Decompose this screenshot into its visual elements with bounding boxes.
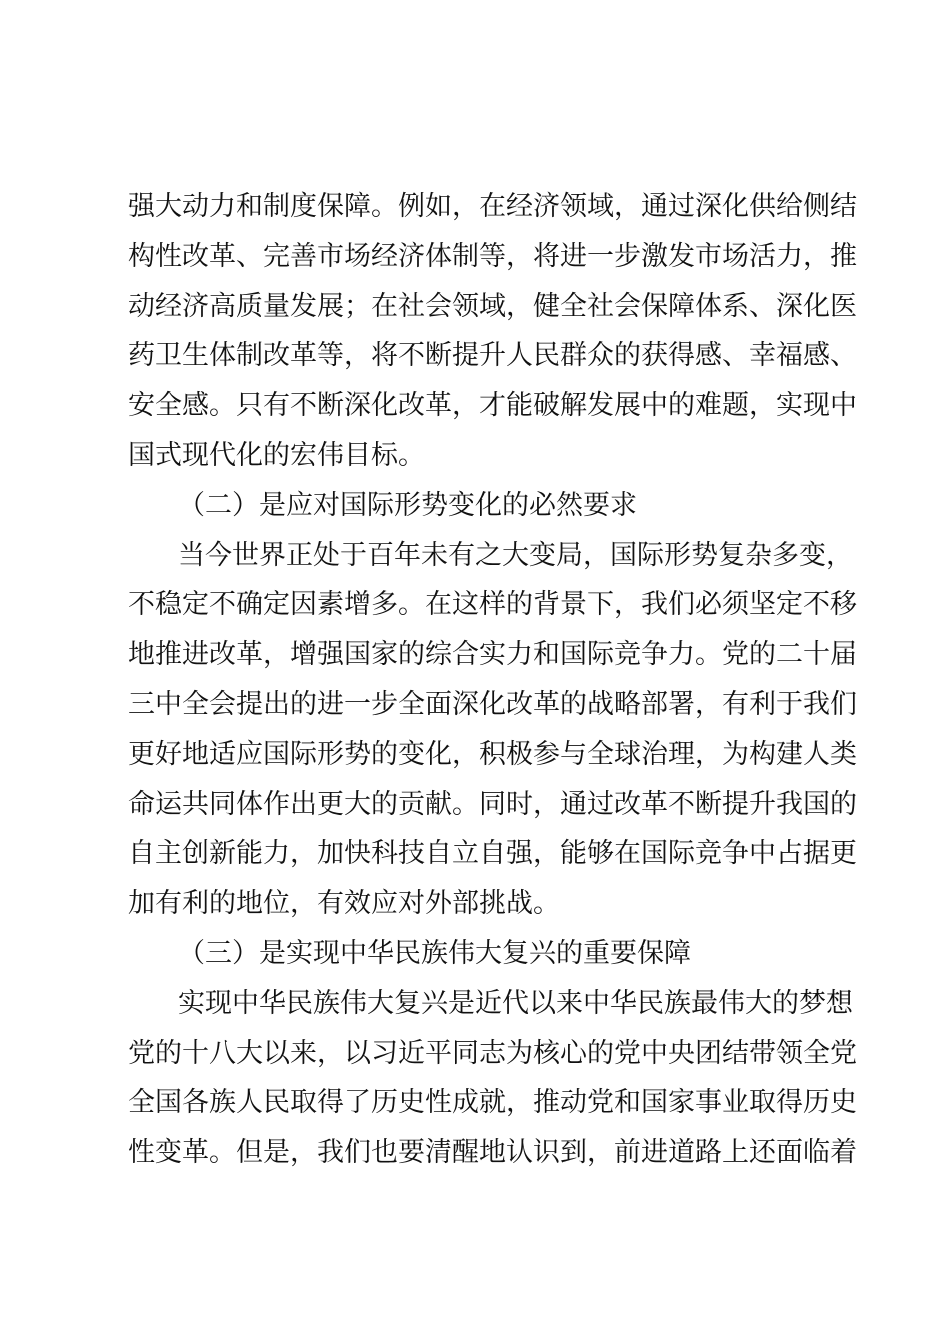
text-line: 党的十八大以来，以习近平同志为核心的党中央团结带领全党 (128, 1037, 857, 1069)
text-line: 强大动力和制度保障。例如，在经济领域，通过深化供给侧结 (128, 191, 857, 222)
text-line: 加有利的地位，有效应对外部挑战。 (128, 888, 560, 920)
text-line: 命运共同体作出更大的贡献。同时，通过改革不断提升我国的 (128, 788, 857, 820)
text-line: 安全感。只有不断深化改革，才能破解发展中的难题，实现中 (128, 390, 857, 422)
text-line: 国式现代化的宏伟目标。 (128, 439, 425, 471)
text-line: 性变革。但是，我们也要清醒地认识到，前进道路上还面临着 (128, 1137, 857, 1169)
text-line: 自主创新能力，加快科技自立自强，能够在国际竞争中占据更 (128, 838, 857, 870)
text-line: 地推进改革，增强国家的综合实力和国际竞争力。党的二十届 (128, 639, 857, 671)
text-line: 全国各族人民取得了历史性成就，推动党和国家事业取得历史 (128, 1087, 857, 1119)
text-line: 三中全会提出的进一步全面深化改革的战略部署，有利于我们 (128, 688, 857, 720)
text-line: 药卫生体制改革等，将不断提升人民群众的获得感、幸福感、 (128, 340, 857, 372)
text-line: 更好地适应国际形势的变化，积极参与全球治理，为构建人类 (128, 738, 857, 770)
text-line: 当今世界正处于百年未有之大变局，国际形势复杂多变， (178, 539, 853, 571)
document-body (128, 182, 857, 1178)
text-line: 实现中华民族伟大复兴是近代以来中华民族最伟大的梦想 (178, 987, 853, 1019)
section-heading: （二）是应对国际形势变化的必然要求 (178, 489, 637, 521)
text-line: 不稳定不确定因素增多。在这样的背景下，我们必须坚定不移 (128, 589, 857, 621)
text-line: 构性改革、完善市场经济体制等，将进一步激发市场活力，推 (128, 240, 857, 272)
text-line: 动经济高质量发展；在社会领域，健全社会保障体系、深化医 (128, 290, 857, 322)
section-heading: （三）是实现中华民族伟大复兴的重要保障 (178, 937, 691, 969)
